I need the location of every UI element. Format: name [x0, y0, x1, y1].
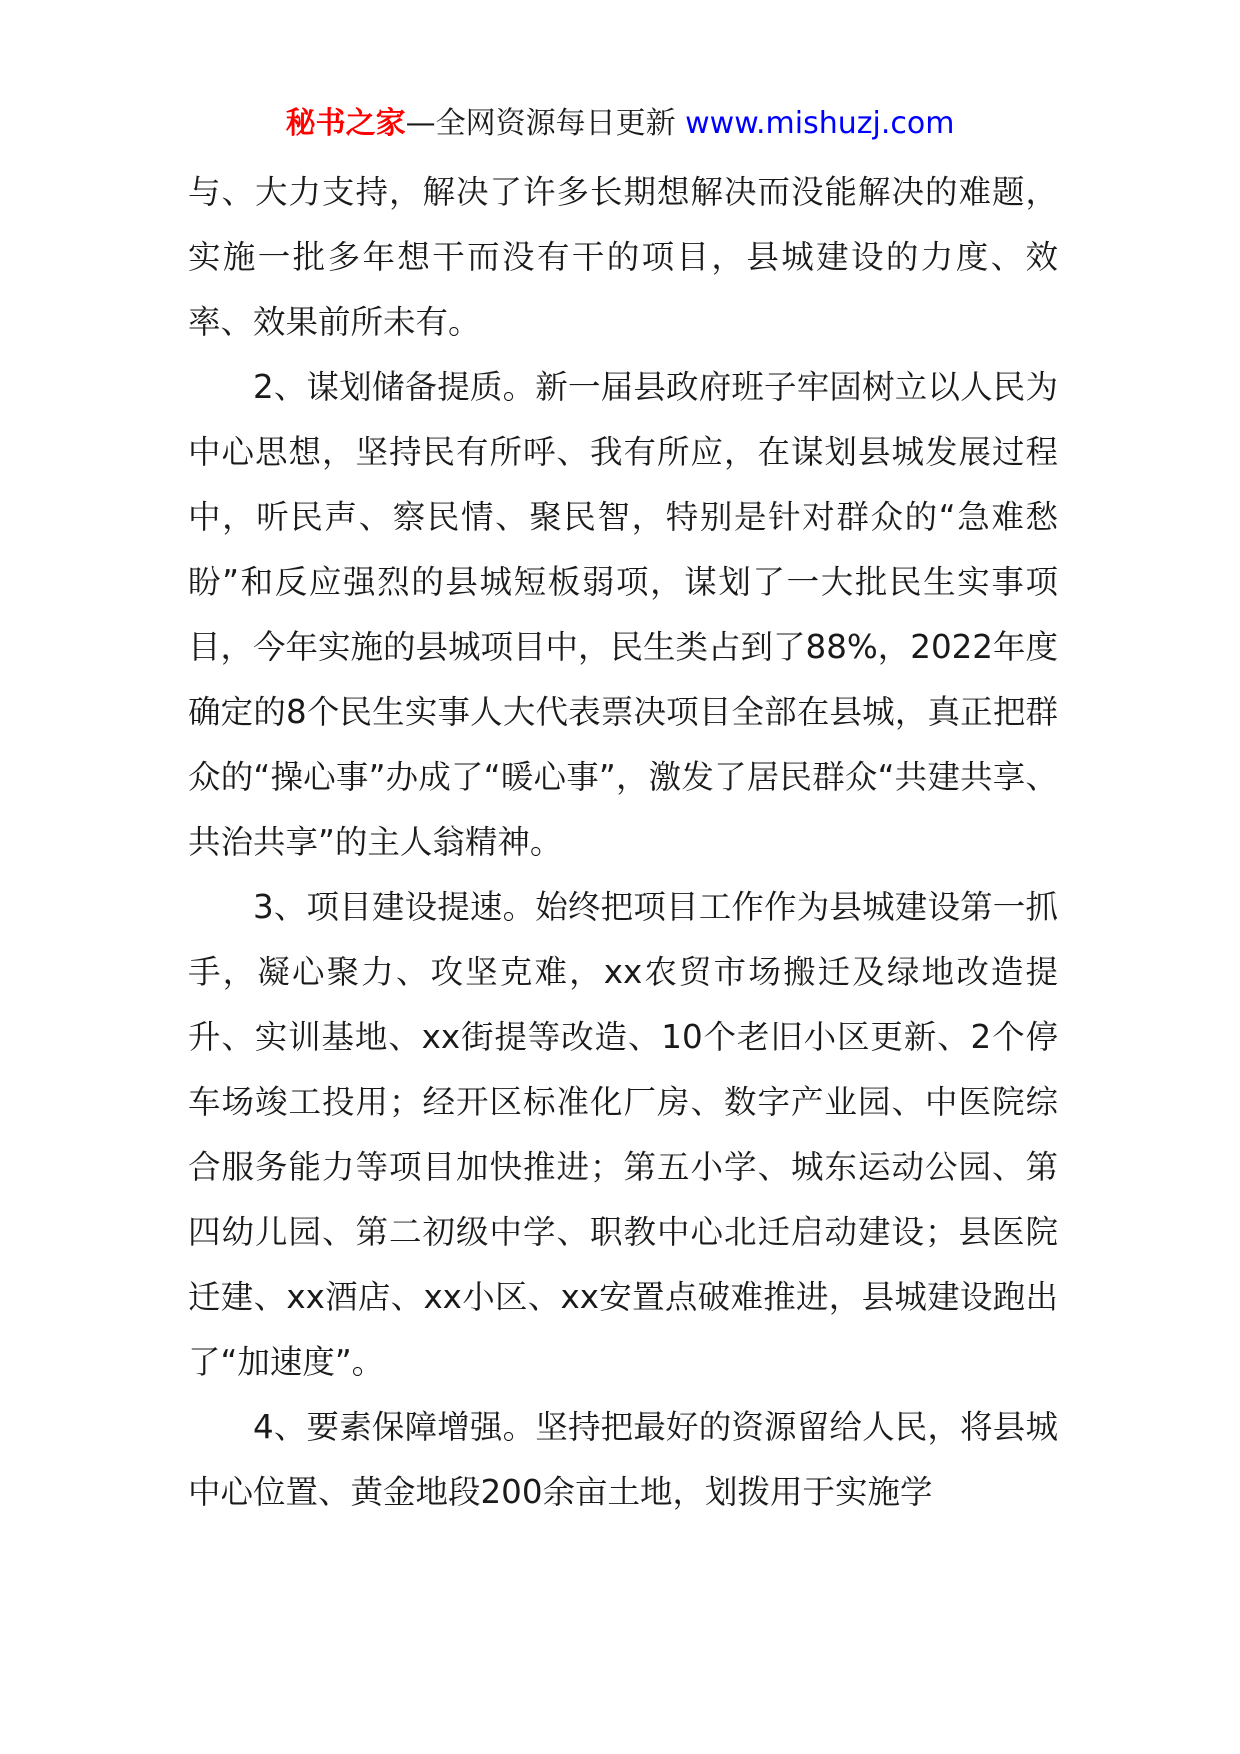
paragraph-planning: 2、谋划储备提质。新一届县政府班子牢固树立以人民为中心思想，坚持民有所呼、我有所应，在谋划县城发展过程中，听民声、察民情、聚民智，特别是针对群众的“急难愁盼”和反应强烈的县城短板弱项，谋划了一大批民生实事项目，今年实施的县城项目中，民生类占到了88%，2022年度确定的8个民生实事人大代表票决项目全部在县城，真正把群众的“操心事”办成了“暖心事”，激发了居民群众“共建共享、共治共享”的主人翁精神。	[188, 368, 1058, 861]
header-tagline: —全网资源每日更新	[405, 106, 686, 141]
paragraph-continuation: 与、大力支持，解决了许多长期想解决而没能解决的难题，实施一批多年想干而没有干的项目，县城建设的力度、效率、效果前所未有。	[188, 173, 1058, 341]
paragraph-projects: 3、项目建设提速。始终把项目工作作为县城建设第一抓手，凝心聚力、攻坚克难，xx农贸市场搬迁及绿地改造提升、实训基地、xx街提等改造、10个老旧小区更新、2个停车场竣工投用；经开区标准化厂房、数字产业园、中医院综合服务能力等项目加快推进；第五小学、城东运动公园、第四幼儿园、第二初级中学、职教中心北迁启动建设；县医院迁建、xx酒店、xx小区、xx安置点破难推进，县城建设跑出了“加速度”。	[188, 888, 1058, 1381]
header-brand: 秘书之家	[285, 106, 406, 141]
document-body	[188, 160, 1058, 1525]
paragraph-resources: 4、要素保障增强。坚持把最好的资源留给人民，将县城中心位置、黄金地段200余亩土地，划拨用于实施学	[188, 1408, 1058, 1511]
header-url-link[interactable]: www.mishuzj.com	[685, 106, 955, 141]
page-header	[0, 102, 1240, 146]
